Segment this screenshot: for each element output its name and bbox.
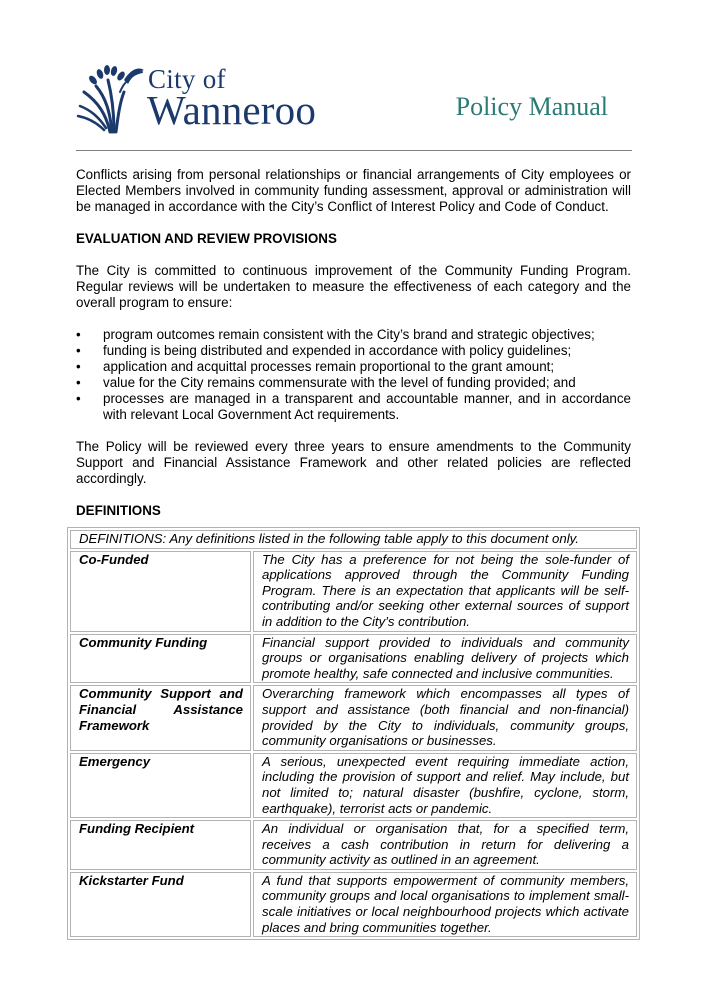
- logo-text-wanneroo: Wanneroo: [147, 87, 317, 133]
- definition-text: The City has a preference for not being the sole-funder of applications approved through the Community Funding Program. There is an expectation that applicants will be self-contributing and/or seeking other external sources of support in addition to the City’s contribution.: [253, 551, 637, 632]
- definition-text: A fund that supports empowerment of community members, community groups and local organisations to implement small-scale initiatives or local neighbourhood projects which activate places and bring communities together.: [253, 872, 637, 937]
- bullet-icon: •: [76, 343, 81, 358]
- bullet-icon: •: [76, 359, 81, 374]
- definitions-table: [67, 527, 640, 940]
- table-row: [70, 530, 637, 549]
- definition-term: Community Funding: [70, 634, 251, 684]
- definition-term: Community Support and Financial Assistance Framework: [70, 685, 251, 750]
- logo-text-city-of: City of: [148, 64, 226, 94]
- table-caption: DEFINITIONS: Any definitions listed in the following table apply to this document only.: [70, 530, 637, 549]
- definition-term: Kickstarter Fund: [70, 872, 251, 937]
- definitions-heading: DEFINITIONS: [76, 503, 161, 518]
- city-of-wanneroo-logo: [76, 62, 326, 138]
- list-item: • value for the City remains commensurate with the level of funding provided; and: [76, 375, 576, 390]
- evaluation-bullet-list: [76, 327, 631, 423]
- definition-text: Overarching framework which encompasses all types of support and assistance (both financial and non-financial) provided by the City to individuals, community groups, community organisations or businesses.: [253, 685, 637, 750]
- list-item: • application and acquittal processes remain proportional to the grant amount;: [76, 359, 555, 374]
- definition-term: Emergency: [70, 753, 251, 818]
- table-row: [70, 820, 637, 870]
- page-header: [0, 0, 706, 150]
- definition-term: Funding Recipient: [70, 820, 251, 870]
- policy-manual-title: Policy Manual: [455, 92, 608, 121]
- bullet-icon: •: [76, 375, 81, 390]
- list-item: • program outcomes remain consistent with the City’s brand and strategic objectives;: [76, 327, 595, 342]
- definition-text: A serious, unexpected event requiring immediate action, including the provision of support and relief. May include, but not limited to; natural disaster (bushfire, cyclone, storm, earthquake), terrorist acts or pandemic.: [253, 753, 637, 818]
- document-body: [76, 167, 631, 519]
- table-row: [70, 753, 637, 818]
- list-item: • funding is being distributed and expended in accordance with policy guidelines;: [76, 343, 572, 358]
- table-row: [70, 551, 637, 632]
- definition-text: Financial support provided to individuals and community groups or organisations enabling delivery of projects which promote healthy, safe connected and inclusive communities.: [253, 634, 637, 684]
- intro-paragraph: Conflicts arising from personal relationships or financial arrangements of City employees or Elected Members involved in community funding assessment, approval or administration will be managed in accordance with the City’s Conflict of Interest Policy and Code of Conduct.: [76, 167, 631, 214]
- table-row: [70, 872, 637, 937]
- bullet-icon: •: [76, 327, 81, 342]
- list-item: • processes are managed in a transparent and accountable manner, and in accordance with relevant Local Government Act requirements.: [76, 391, 631, 422]
- review-paragraph: The Policy will be reviewed every three years to ensure amendments to the Community Support and Financial Assistance Framework and other related policies are reflected accordingly.: [76, 439, 631, 486]
- banksia-logo-icon: [76, 62, 146, 134]
- definition-term: Co-Funded: [70, 551, 251, 632]
- table-row: [70, 685, 637, 750]
- definition-text: An individual or organisation that, for a specified term, receives a cash contribution in return for delivering a community activity as outlined in an agreement.: [253, 820, 637, 870]
- evaluation-heading: EVALUATION AND REVIEW PROVISIONS: [76, 231, 337, 246]
- evaluation-paragraph: The City is committed to continuous improvement of the Community Funding Program. Regular reviews will be undertaken to measure the effectiveness of each category and the overall program to ensure:: [76, 263, 631, 310]
- header-divider: [76, 150, 632, 151]
- bullet-icon: •: [76, 391, 81, 406]
- table-row: [70, 634, 637, 684]
